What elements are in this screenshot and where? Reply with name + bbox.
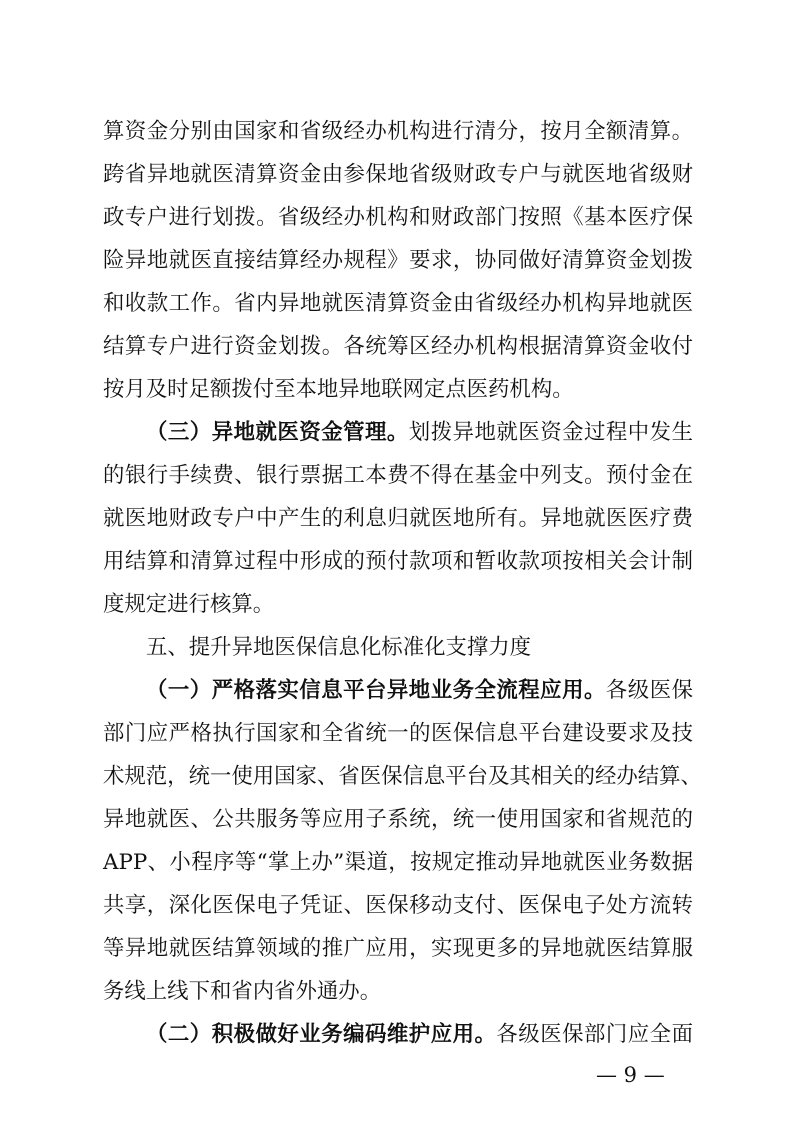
text-line [103, 155, 693, 195]
text-line [103, 929, 693, 969]
text: APP、小程序等“掌上办”渠道，按规定推动异地就医业务数据 [103, 850, 693, 875]
text: 共享，深化医保电子凭证、医保移动支付、医保电子处方流转 [103, 893, 693, 918]
text-line [103, 757, 702, 797]
text-line [103, 198, 693, 238]
text-line [103, 800, 693, 840]
text: 险异地就医直接结算经办规程》要求，协同做好清算资金划拨 [103, 248, 693, 273]
section-heading [146, 628, 693, 668]
subsection-heading: （三）异地就医资金管理。 [146, 420, 409, 445]
subsection-heading: （二）积极做好业务编码维护应用。 [146, 1022, 497, 1047]
text-line [103, 456, 693, 496]
page-number: — 9 — [596, 1063, 665, 1087]
text-line [103, 972, 693, 1008]
text: 和收款工作。省内异地就医清算资金由省级经办机构异地就医 [103, 291, 693, 316]
text: 的银行手续费、银行票据工本费不得在基金中列支。预付金在 [103, 463, 693, 488]
text-line [103, 714, 693, 754]
text: 异地就医、公共服务等应用子系统，统一使用国家和省规范的 [103, 807, 693, 832]
text: 结算专户进行资金划拨。各统筹区经办机构根据清算资金收付 [103, 334, 693, 359]
text: 术规范，统一使用国家、省医保信息平台及其相关的经办结算、 [103, 764, 702, 789]
text-line [146, 671, 693, 711]
text-line [146, 413, 693, 453]
text: 务线上线下和省内省外通办。 [103, 979, 382, 1004]
text-line [146, 1015, 693, 1055]
text: 跨省异地就医清算资金由参保地省级财政专户与就医地省级财 [103, 162, 693, 187]
text-line [103, 112, 693, 152]
text: 各级医保部门应全面 [496, 1022, 693, 1047]
text-line [103, 585, 693, 625]
text-line [103, 370, 693, 410]
text: 等异地就医结算领域的推广应用，实现更多的异地就医结算服 [103, 936, 693, 961]
text-line [103, 542, 693, 582]
text-line [103, 241, 693, 281]
text: 政专户进行划拨。省级经办机构和财政部门按照《基本医疗保 [103, 205, 693, 230]
section-heading-text: 五、提升异地医保信息化标准化支撑力度 [146, 635, 532, 660]
text-line [103, 843, 693, 883]
text: 按月及时足额拨付至本地异地联网定点医药机构。 [103, 377, 574, 402]
text: 各级医保 [605, 678, 693, 703]
text-line [103, 327, 693, 367]
text: 就医地财政专户中产生的利息归就医地所有。异地就医医疗费 [103, 506, 693, 531]
text: 用结算和清算过程中形成的预付款项和暂收款项按相关会计制 [103, 549, 693, 574]
text: 部门应严格执行国家和全省统一的医保信息平台建设要求及技 [103, 721, 693, 746]
text-line [103, 284, 693, 324]
subsection-heading: （一）严格落实信息平台异地业务全流程应用。 [146, 678, 606, 703]
text: 算资金分别由国家和省级经办机构进行清分，按月全额清算。 [103, 119, 693, 144]
text: 划拨异地就医资金过程中发生 [408, 420, 693, 445]
text-line [103, 499, 693, 539]
text: 度规定进行核算。 [103, 592, 275, 617]
text-line [103, 886, 693, 926]
